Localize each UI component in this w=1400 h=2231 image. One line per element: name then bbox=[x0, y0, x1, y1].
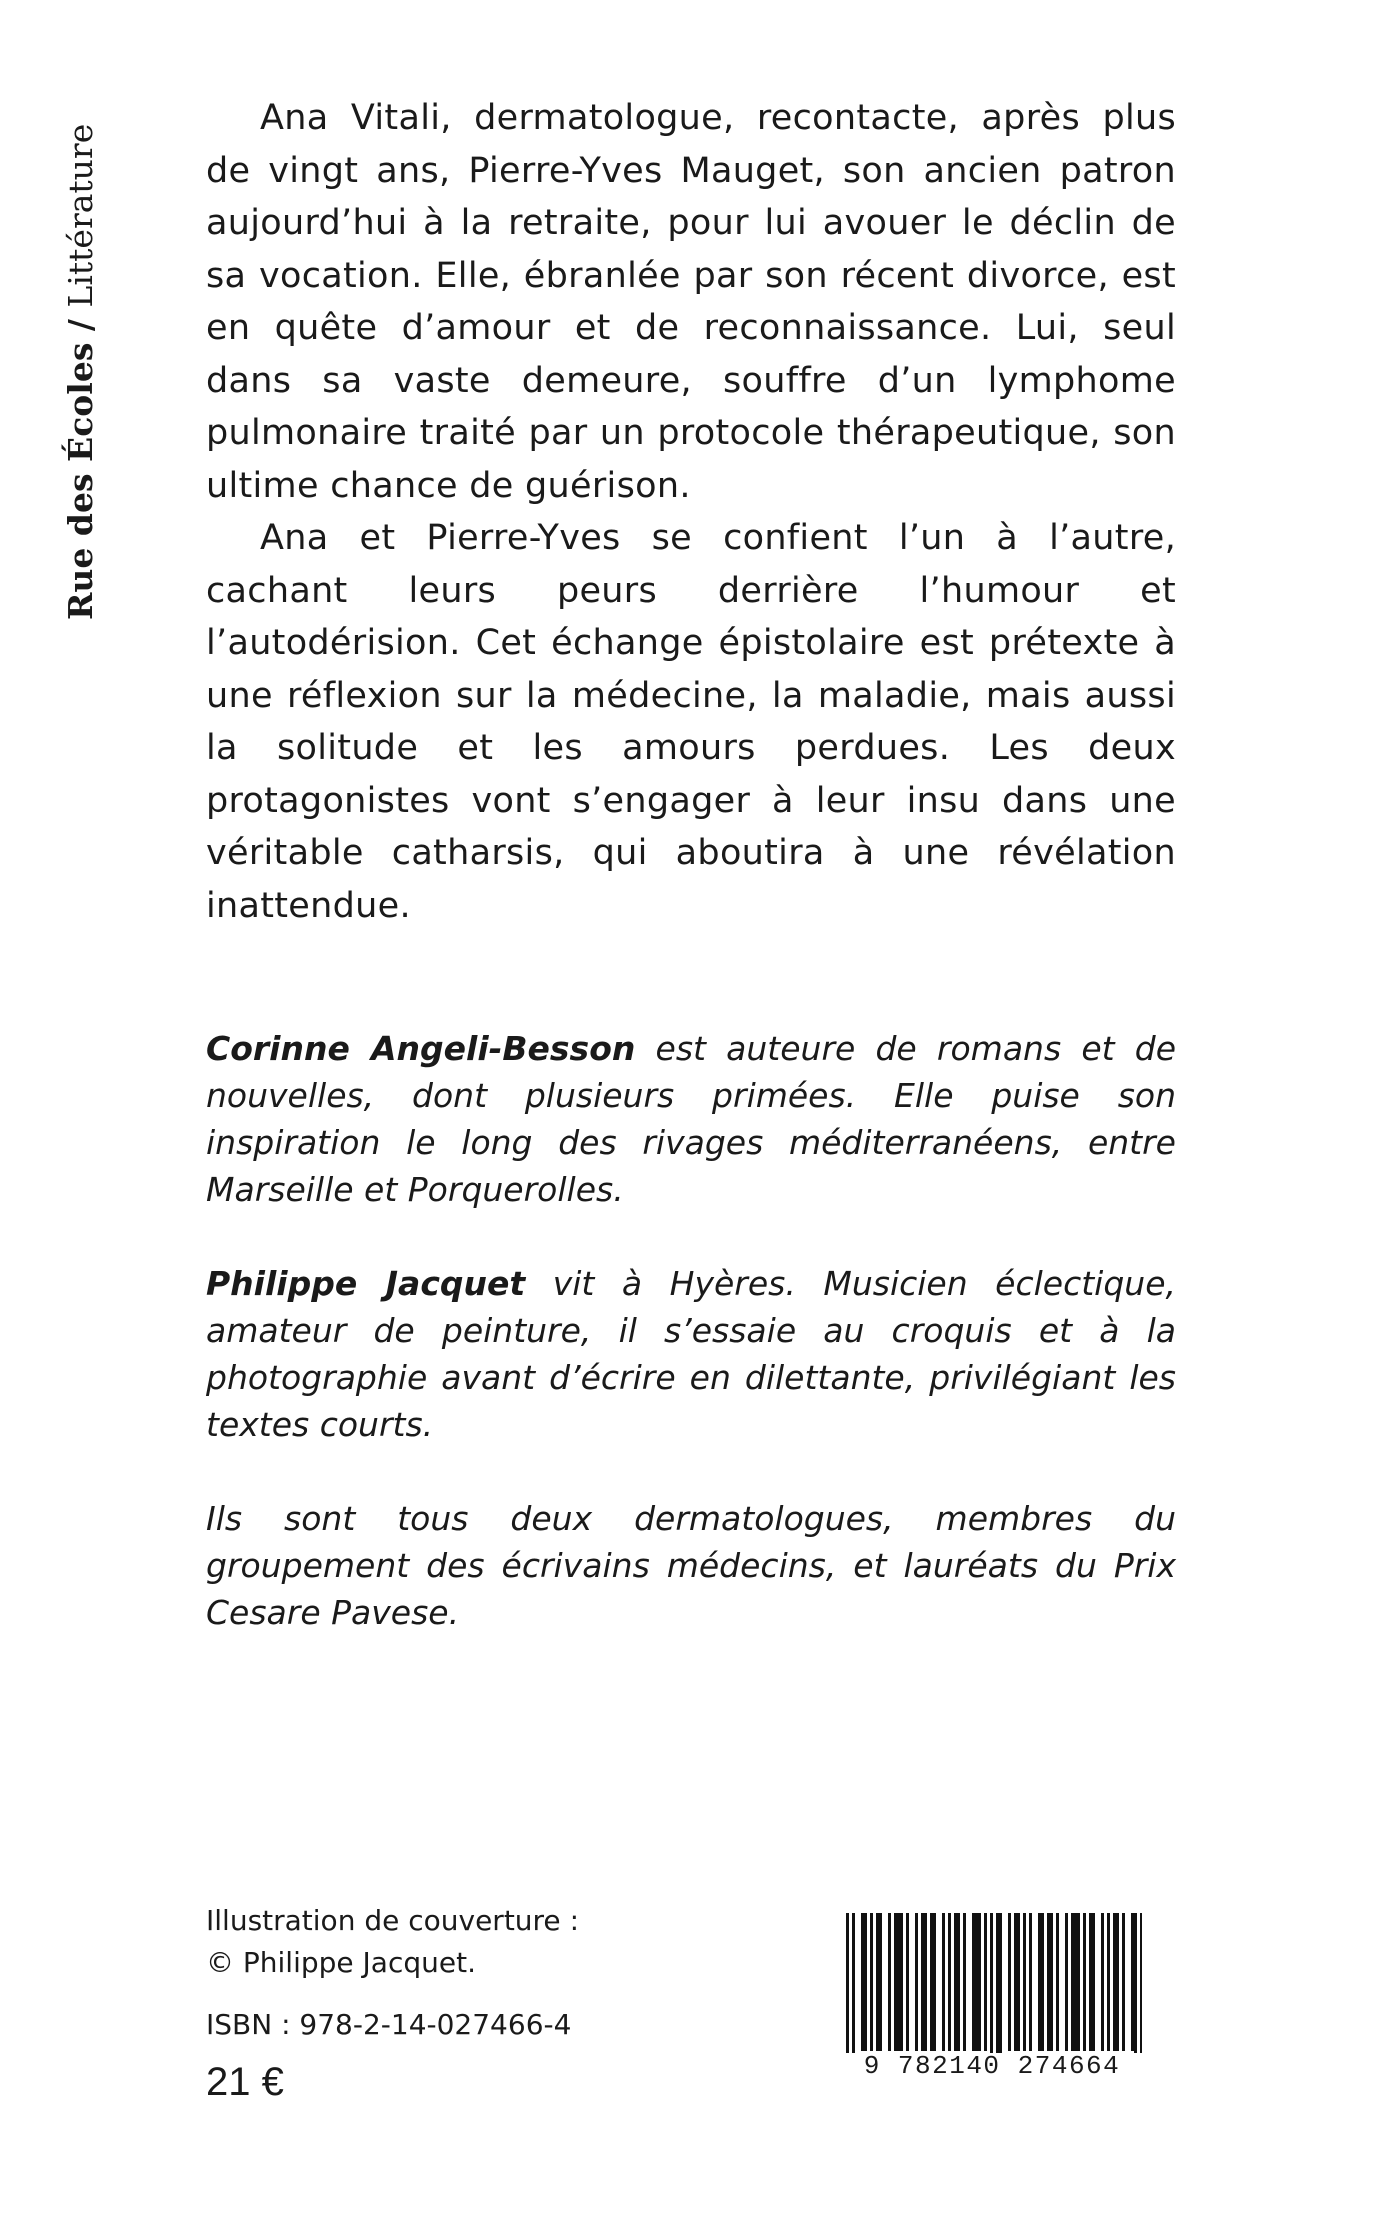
category-name: Littérature bbox=[61, 123, 100, 308]
barcode-bar bbox=[1101, 1913, 1104, 2051]
barcode-bar bbox=[1113, 1913, 1116, 2051]
barcode-bar bbox=[963, 1913, 966, 2051]
spine-separator: / bbox=[61, 307, 100, 343]
barcode-bar bbox=[975, 1913, 978, 2051]
barcode-bar bbox=[1131, 1913, 1134, 2051]
barcode-bar bbox=[846, 1913, 849, 2063]
barcode-bar bbox=[852, 1913, 855, 2063]
barcode-bar bbox=[1077, 1913, 1080, 2051]
author-1-bio: est auteure de romans et de nouvelles, dont plusieurs primées. Elle puise son inspiration le long des rivages méditerranéens, entre Marseille et Porquerolles. bbox=[206, 1029, 1176, 1209]
barcode-bar bbox=[1014, 1913, 1017, 2051]
barcode-bar bbox=[1092, 1913, 1095, 2051]
illustration-credit: © Philippe Jacquet. bbox=[206, 1946, 476, 1979]
barcode-bar bbox=[942, 1913, 945, 2051]
barcode-bar bbox=[1056, 1913, 1059, 2051]
series-name: Rue des Écoles bbox=[61, 342, 100, 620]
author-bios bbox=[206, 1025, 1176, 1683]
barcode-bar bbox=[1065, 1913, 1068, 2051]
barcode-bar bbox=[879, 1913, 882, 2051]
joint-note: Ils sont tous deux dermatologues, membres du groupement des écrivains médecins, et lauréats du Prix Cesare Pavese. bbox=[206, 1499, 1176, 1632]
barcode-bar bbox=[933, 1913, 936, 2051]
barcode-bar bbox=[1071, 1913, 1074, 2051]
barcode-bar bbox=[1050, 1913, 1053, 2051]
barcode-bar bbox=[900, 1913, 903, 2051]
barcode-bar bbox=[1008, 1913, 1011, 2051]
barcode-bars bbox=[842, 1911, 1142, 2071]
synopsis-paragraph-1: Ana Vitali, dermatologue, recontacte, après plus de vingt ans, Pierre-Yves Mauget, son ancien patron aujourd’hui à la retraite, pour lui avouer le déclin de sa vocation. Elle, ébranlée par son récent divorce, est en quête d’amour et de reconnaissance. Lui, seul dans sa vaste demeure, souffre d’un lymphome pulmonaire traité par un protocole thérapeutique, son ultime chance de guérison. bbox=[206, 98, 1176, 506]
barcode-bar bbox=[999, 1913, 1002, 2063]
barcode-bar bbox=[1029, 1913, 1032, 2051]
barcode-bar bbox=[978, 1913, 981, 2051]
isbn: ISBN : 978-2-14-027466-4 bbox=[206, 2008, 572, 2041]
barcode bbox=[842, 1911, 1142, 2081]
barcode-bar bbox=[897, 1913, 900, 2051]
barcode-bar bbox=[930, 1913, 933, 2051]
barcode-bar bbox=[1116, 1913, 1119, 2051]
illustration-label: Illustration de couverture : bbox=[206, 1904, 579, 1937]
barcode-bar bbox=[1107, 1913, 1110, 2051]
barcode-bar bbox=[864, 1913, 867, 2051]
barcode-bar bbox=[1074, 1913, 1077, 2051]
barcode-bar bbox=[996, 1913, 999, 2063]
barcode-bar bbox=[1083, 1913, 1086, 2051]
synopsis bbox=[206, 92, 1176, 932]
barcode-bar bbox=[915, 1913, 918, 2051]
spine-label bbox=[58, 100, 118, 620]
author-1-name: Corinne Angeli-Besson bbox=[206, 1029, 636, 1068]
barcode-bar bbox=[972, 1913, 975, 2051]
barcode-bar bbox=[1089, 1913, 1092, 2051]
author-2-bio: vit à Hyères. Musicien éclectique, amateur de peinture, il s’essaie au croquis et à la photographie avant d’écrire en dilettante, privilégiant les textes courts. bbox=[206, 1264, 1176, 1444]
price: 21 € bbox=[206, 2060, 284, 2104]
barcode-bar bbox=[888, 1913, 891, 2051]
barcode-bar bbox=[1140, 1913, 1142, 2063]
author-2-name: Philippe Jacquet bbox=[206, 1264, 526, 1303]
author-bio-2 bbox=[206, 1260, 1176, 1448]
barcode-bar bbox=[948, 1913, 951, 2051]
barcode-bar bbox=[1134, 1913, 1137, 2063]
barcode-bar bbox=[906, 1913, 909, 2051]
barcode-bar bbox=[861, 1913, 864, 2051]
barcode-bar bbox=[1122, 1913, 1125, 2051]
spine-text bbox=[58, 100, 104, 620]
barcode-bar bbox=[1041, 1913, 1044, 2051]
barcode-bar bbox=[921, 1913, 924, 2051]
barcode-bar bbox=[1038, 1913, 1041, 2051]
barcode-bar bbox=[1023, 1913, 1026, 2051]
barcode-bar bbox=[870, 1913, 873, 2051]
barcode-bar bbox=[924, 1913, 927, 2051]
barcode-bar bbox=[984, 1913, 987, 2051]
barcode-bar bbox=[1047, 1913, 1050, 2051]
barcode-bar bbox=[876, 1913, 879, 2051]
cover-credits bbox=[206, 1900, 579, 1984]
barcode-bar bbox=[957, 1913, 960, 2051]
barcode-bar bbox=[990, 1913, 993, 2063]
barcode-digits: 9 782140 274664 bbox=[842, 2053, 1142, 2079]
barcode-bar bbox=[894, 1913, 897, 2051]
barcode-bar bbox=[1017, 1913, 1020, 2051]
synopsis-paragraph-2: Ana et Pierre-Yves se confient l’un à l’autre, cachant leurs peurs derrière l’humour et l’autodérision. Cet échange épistolaire est prétexte à une réflexion sur la médecine, la maladie, mais aussi la solitude et les amours perdues. Les deux protagonistes vont s’engager à leur insu dans une véritable catharsis, qui aboutira à une révélation inattendue. bbox=[206, 518, 1176, 926]
author-bio-1 bbox=[206, 1025, 1176, 1213]
barcode-bar bbox=[954, 1913, 957, 2051]
